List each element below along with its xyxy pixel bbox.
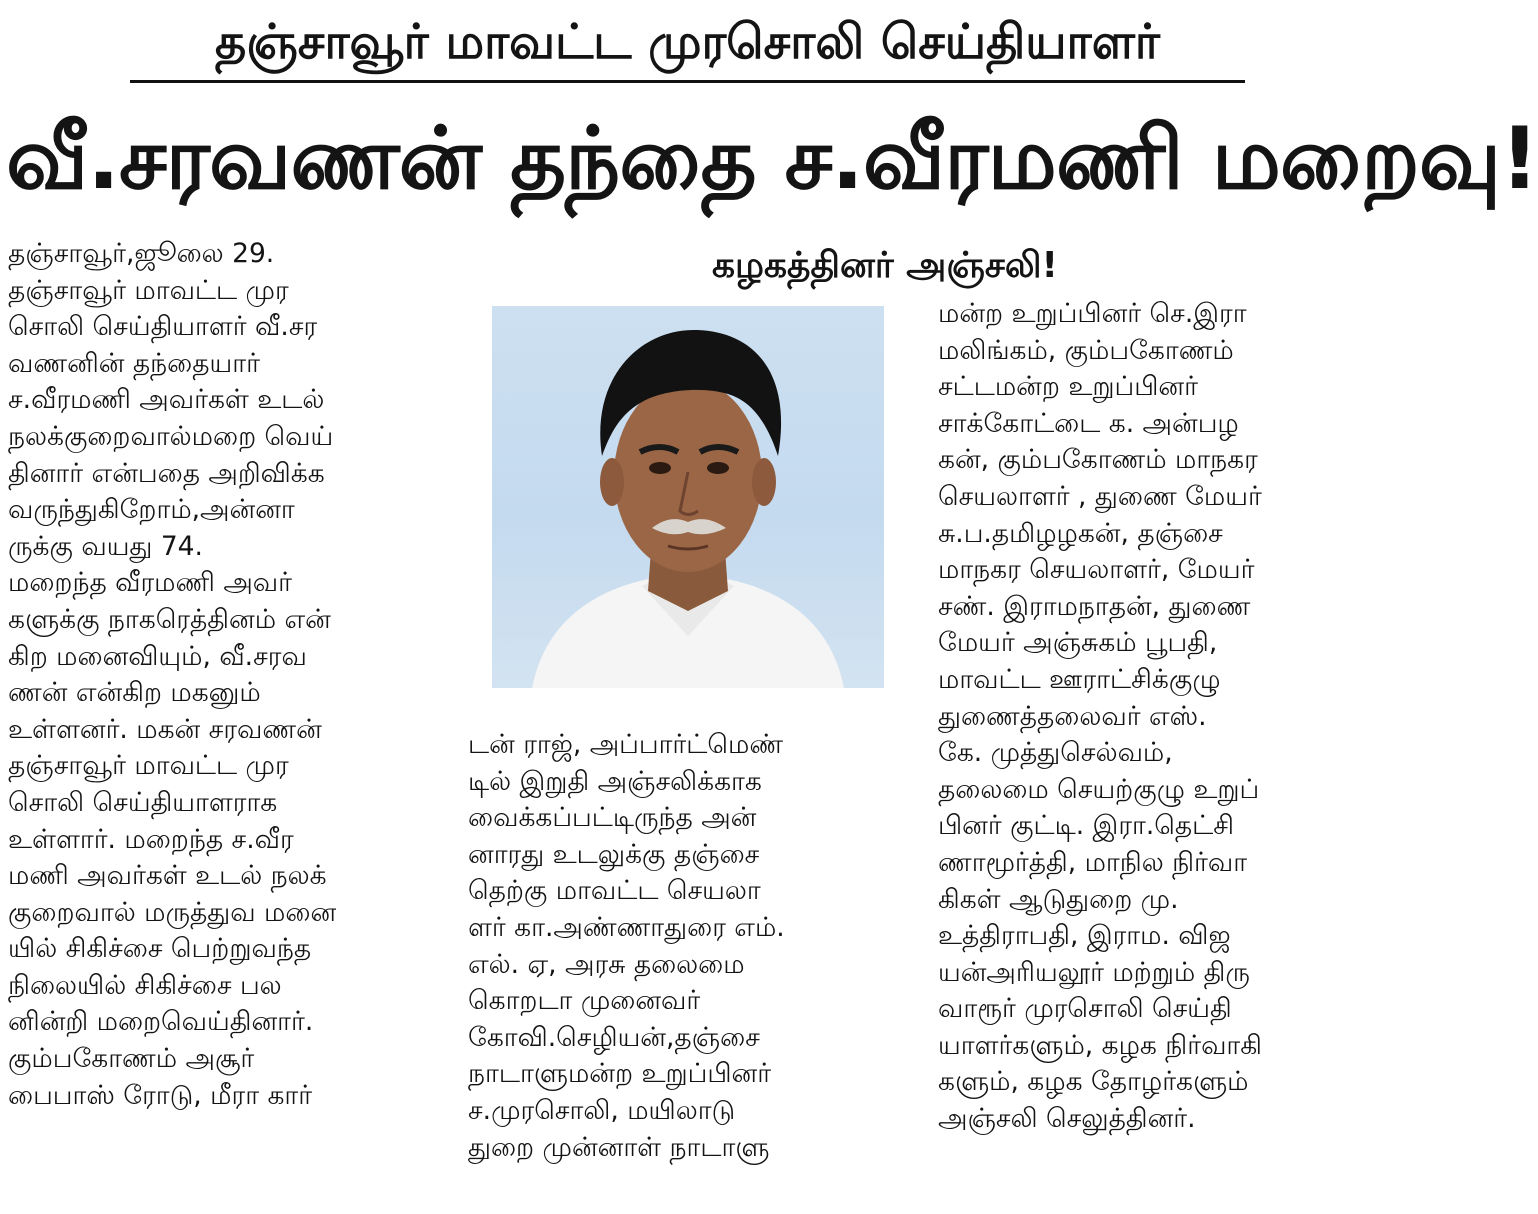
article-line: உள்ளார். மறைந்த ச.வீர bbox=[8, 823, 294, 855]
article-line: யில் சிகிச்சை பெற்றுவந்த bbox=[8, 933, 312, 965]
article-line: கொறடா முனைவர் bbox=[468, 985, 701, 1017]
article-line: கிற மனைவியும், வீ.சரவ bbox=[8, 640, 307, 672]
article-line: கன், கும்பகோணம் மாநகர bbox=[938, 444, 1258, 476]
article-line: கிகள் ஆடுதுறை மு. bbox=[938, 883, 1179, 915]
portrait-figure-icon bbox=[492, 306, 884, 688]
subheadline: கழகத்தினர் அஞ்சலி! bbox=[712, 245, 1058, 286]
article-line: அஞ்சலி செலுத்தினர். bbox=[938, 1103, 1196, 1135]
article-line: உள்ளனர். மகன் சரவணன் bbox=[8, 713, 322, 745]
article-line: நிலையில் சிகிச்சை பல bbox=[8, 969, 282, 1001]
article-line: வருந்துகிறோம்,அன்னா bbox=[8, 494, 295, 526]
article-line: யாளர்களும், கழக நிர்வாகி bbox=[938, 1029, 1262, 1061]
article-line: களுக்கு நாகரெத்தினம் என் bbox=[8, 603, 331, 635]
article-line: எல். ஏ, அரசு தலைமை bbox=[468, 948, 745, 980]
headline: வீ.சரவணன் தந்தை ச.வீரமணி மறைவு! bbox=[6, 109, 1538, 209]
article-line: களும், கழக தோழர்களும் bbox=[938, 1066, 1249, 1098]
article-line: கும்பகோணம் அசூர் bbox=[8, 1043, 255, 1075]
article-line: ச.முரசொலி, மயிலாடு bbox=[468, 1094, 736, 1126]
article-line: தஞ்சாவூர்,ஜூலை 29. bbox=[8, 238, 275, 269]
article-line: தலைமை செயற்குழு உறுப் bbox=[938, 773, 1260, 805]
article-line: மறைந்த வீரமணி அவர் bbox=[8, 567, 292, 599]
article-line: வாரூர் முரசொலி செய்தி bbox=[938, 993, 1232, 1025]
article-line: மன்ற உறுப்பினர் செ.இரா bbox=[938, 298, 1247, 329]
article-line: கோவி.செழியன்,தஞ்சை bbox=[468, 1021, 760, 1053]
article-line: கே. முத்துசெல்வம், bbox=[938, 737, 1173, 769]
article-line: யன்அரியலூர் மற்றும் திரு bbox=[938, 956, 1250, 988]
article-line: ச.வீரமணி அவர்கள் உடல் bbox=[8, 384, 325, 416]
article-line: டன் ராஜ், அப்பார்ட்மெண் bbox=[468, 729, 784, 760]
article-line: மணி அவர்கள் உடல் நலக் bbox=[8, 860, 327, 892]
article-line: தஞ்சாவூர் மாவட்ட முர bbox=[8, 274, 289, 306]
article-line: ருக்கு வயது 74. bbox=[8, 530, 203, 562]
portrait-photo bbox=[492, 306, 884, 688]
article-line: மலிங்கம், கும்பகோணம் bbox=[938, 334, 1234, 366]
article-line: பினர் குட்டி. இரா.தெட்சி bbox=[938, 810, 1235, 842]
article-line: வணனின் தந்தையார் bbox=[8, 347, 260, 379]
article-line: மாநகர செயலாளர், மேயர் bbox=[938, 554, 1255, 586]
article-line: சட்டமன்ற உறுப்பினர் bbox=[938, 371, 1198, 403]
article-line: துணைத்தலைவர் எஸ். bbox=[938, 700, 1207, 732]
article-line: குறைவால் மருத்துவ மனை bbox=[8, 896, 337, 928]
article-line: செயலாளர் , துணை மேயர் bbox=[938, 480, 1262, 512]
article-line: ளர் கா.அண்ணாதுரை எம். bbox=[468, 911, 785, 943]
article-line: தினார் என்பதை அறிவிக்க bbox=[8, 457, 325, 489]
article-line: டில் இறுதி அஞ்சலிக்காக bbox=[468, 765, 762, 797]
article-line: தெற்கு மாவட்ட செயலா bbox=[468, 875, 761, 907]
article-line: சொலி செய்தியாளராக bbox=[8, 786, 278, 818]
article-line: சண். இராமநாதன், துணை bbox=[938, 590, 1251, 622]
article-line: னின்றி மறைவெய்தினார். bbox=[8, 1006, 314, 1038]
article-line: மாவட்ட ஊராட்சிக்குழு bbox=[938, 663, 1221, 695]
article-line: துறை முன்னாள் நாடாளு bbox=[468, 1131, 770, 1163]
article-column-right bbox=[938, 296, 1368, 1138]
article-line: சாக்கோட்டை க. அன்பழ bbox=[938, 407, 1239, 439]
article-line: சொலி செய்தியாளர் வீ.சர bbox=[8, 311, 318, 343]
article-line: வைக்கப்பட்டிருந்த அன் bbox=[468, 802, 757, 834]
article-column-left bbox=[8, 236, 444, 1114]
article-line: நலக்குறைவால்மறை வெய் bbox=[8, 420, 334, 452]
article-line: ணாமூர்த்தி, மாநில நிர்வா bbox=[938, 846, 1248, 878]
article-line: உத்திராபதி, இராம. விஜ bbox=[938, 920, 1231, 952]
article-line: தஞ்சாவூர் மாவட்ட முர bbox=[8, 750, 289, 782]
article-line: மேயர் அஞ்சுகம் பூபதி, bbox=[938, 627, 1218, 659]
article-line: னாரது உடலுக்கு தஞ்சை bbox=[468, 838, 760, 870]
article-line: சு.ப.தமிழழகன், தஞ்சை bbox=[938, 517, 1223, 549]
article-column-middle bbox=[468, 727, 908, 1166]
kicker-line: தஞ்சாவூர் மாவட்ட முரசொலி செய்தியாளர் bbox=[215, 14, 1160, 70]
article-line: பைபாஸ் ரோடு, மீரா கார் bbox=[8, 1079, 313, 1111]
article-line: ணன் என்கிற மகனும் bbox=[8, 677, 261, 709]
kicker-underline bbox=[130, 80, 1245, 83]
article-line: நாடாளுமன்ற உறுப்பினர் bbox=[468, 1058, 772, 1090]
